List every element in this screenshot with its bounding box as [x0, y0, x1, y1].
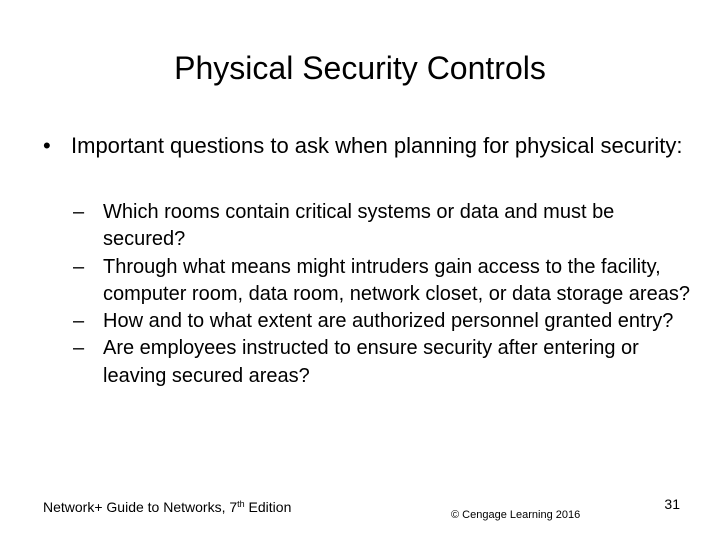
sub-bullet-item — [73, 335, 693, 390]
sub-bullet-text: Which rooms contain critical systems or data and must be secured? — [103, 201, 615, 251]
sub-bullet-item — [73, 308, 693, 335]
sub-bullet-item — [73, 254, 693, 309]
main-bullet-text: Important questions to ask when planning for physical security: — [71, 133, 683, 158]
book-edition-superscript: th — [237, 499, 245, 509]
book-title-prefix: Network+ Guide to Networks, 7 — [43, 499, 238, 515]
sub-bullet-text: Are employees instructed to ensure security after entering or leaving secured areas? — [103, 337, 639, 387]
page-number: 31 — [664, 496, 680, 512]
dash-marker: – — [73, 201, 85, 223]
sub-bullet-list — [73, 199, 693, 390]
dash-marker: – — [73, 310, 85, 333]
main-bullet — [43, 132, 683, 160]
sub-bullet-item — [73, 199, 693, 254]
footer-copyright: © Cengage Learning 2016 — [451, 509, 581, 521]
dash-marker: – — [73, 337, 85, 360]
slide-title: Physical Security Controls — [174, 50, 546, 86]
sub-bullet-text: Through what means might intruders gain access to the facility, computer room, data room, network closet, or data storage areas? — [103, 255, 690, 305]
book-title-suffix: Edition — [244, 499, 292, 515]
footer-book-title — [43, 495, 291, 516]
bullet-marker: • — [43, 133, 51, 158]
dash-marker: – — [73, 255, 85, 278]
sub-bullet-text: How and to what extent are authorized personnel granted entry? — [103, 310, 674, 333]
